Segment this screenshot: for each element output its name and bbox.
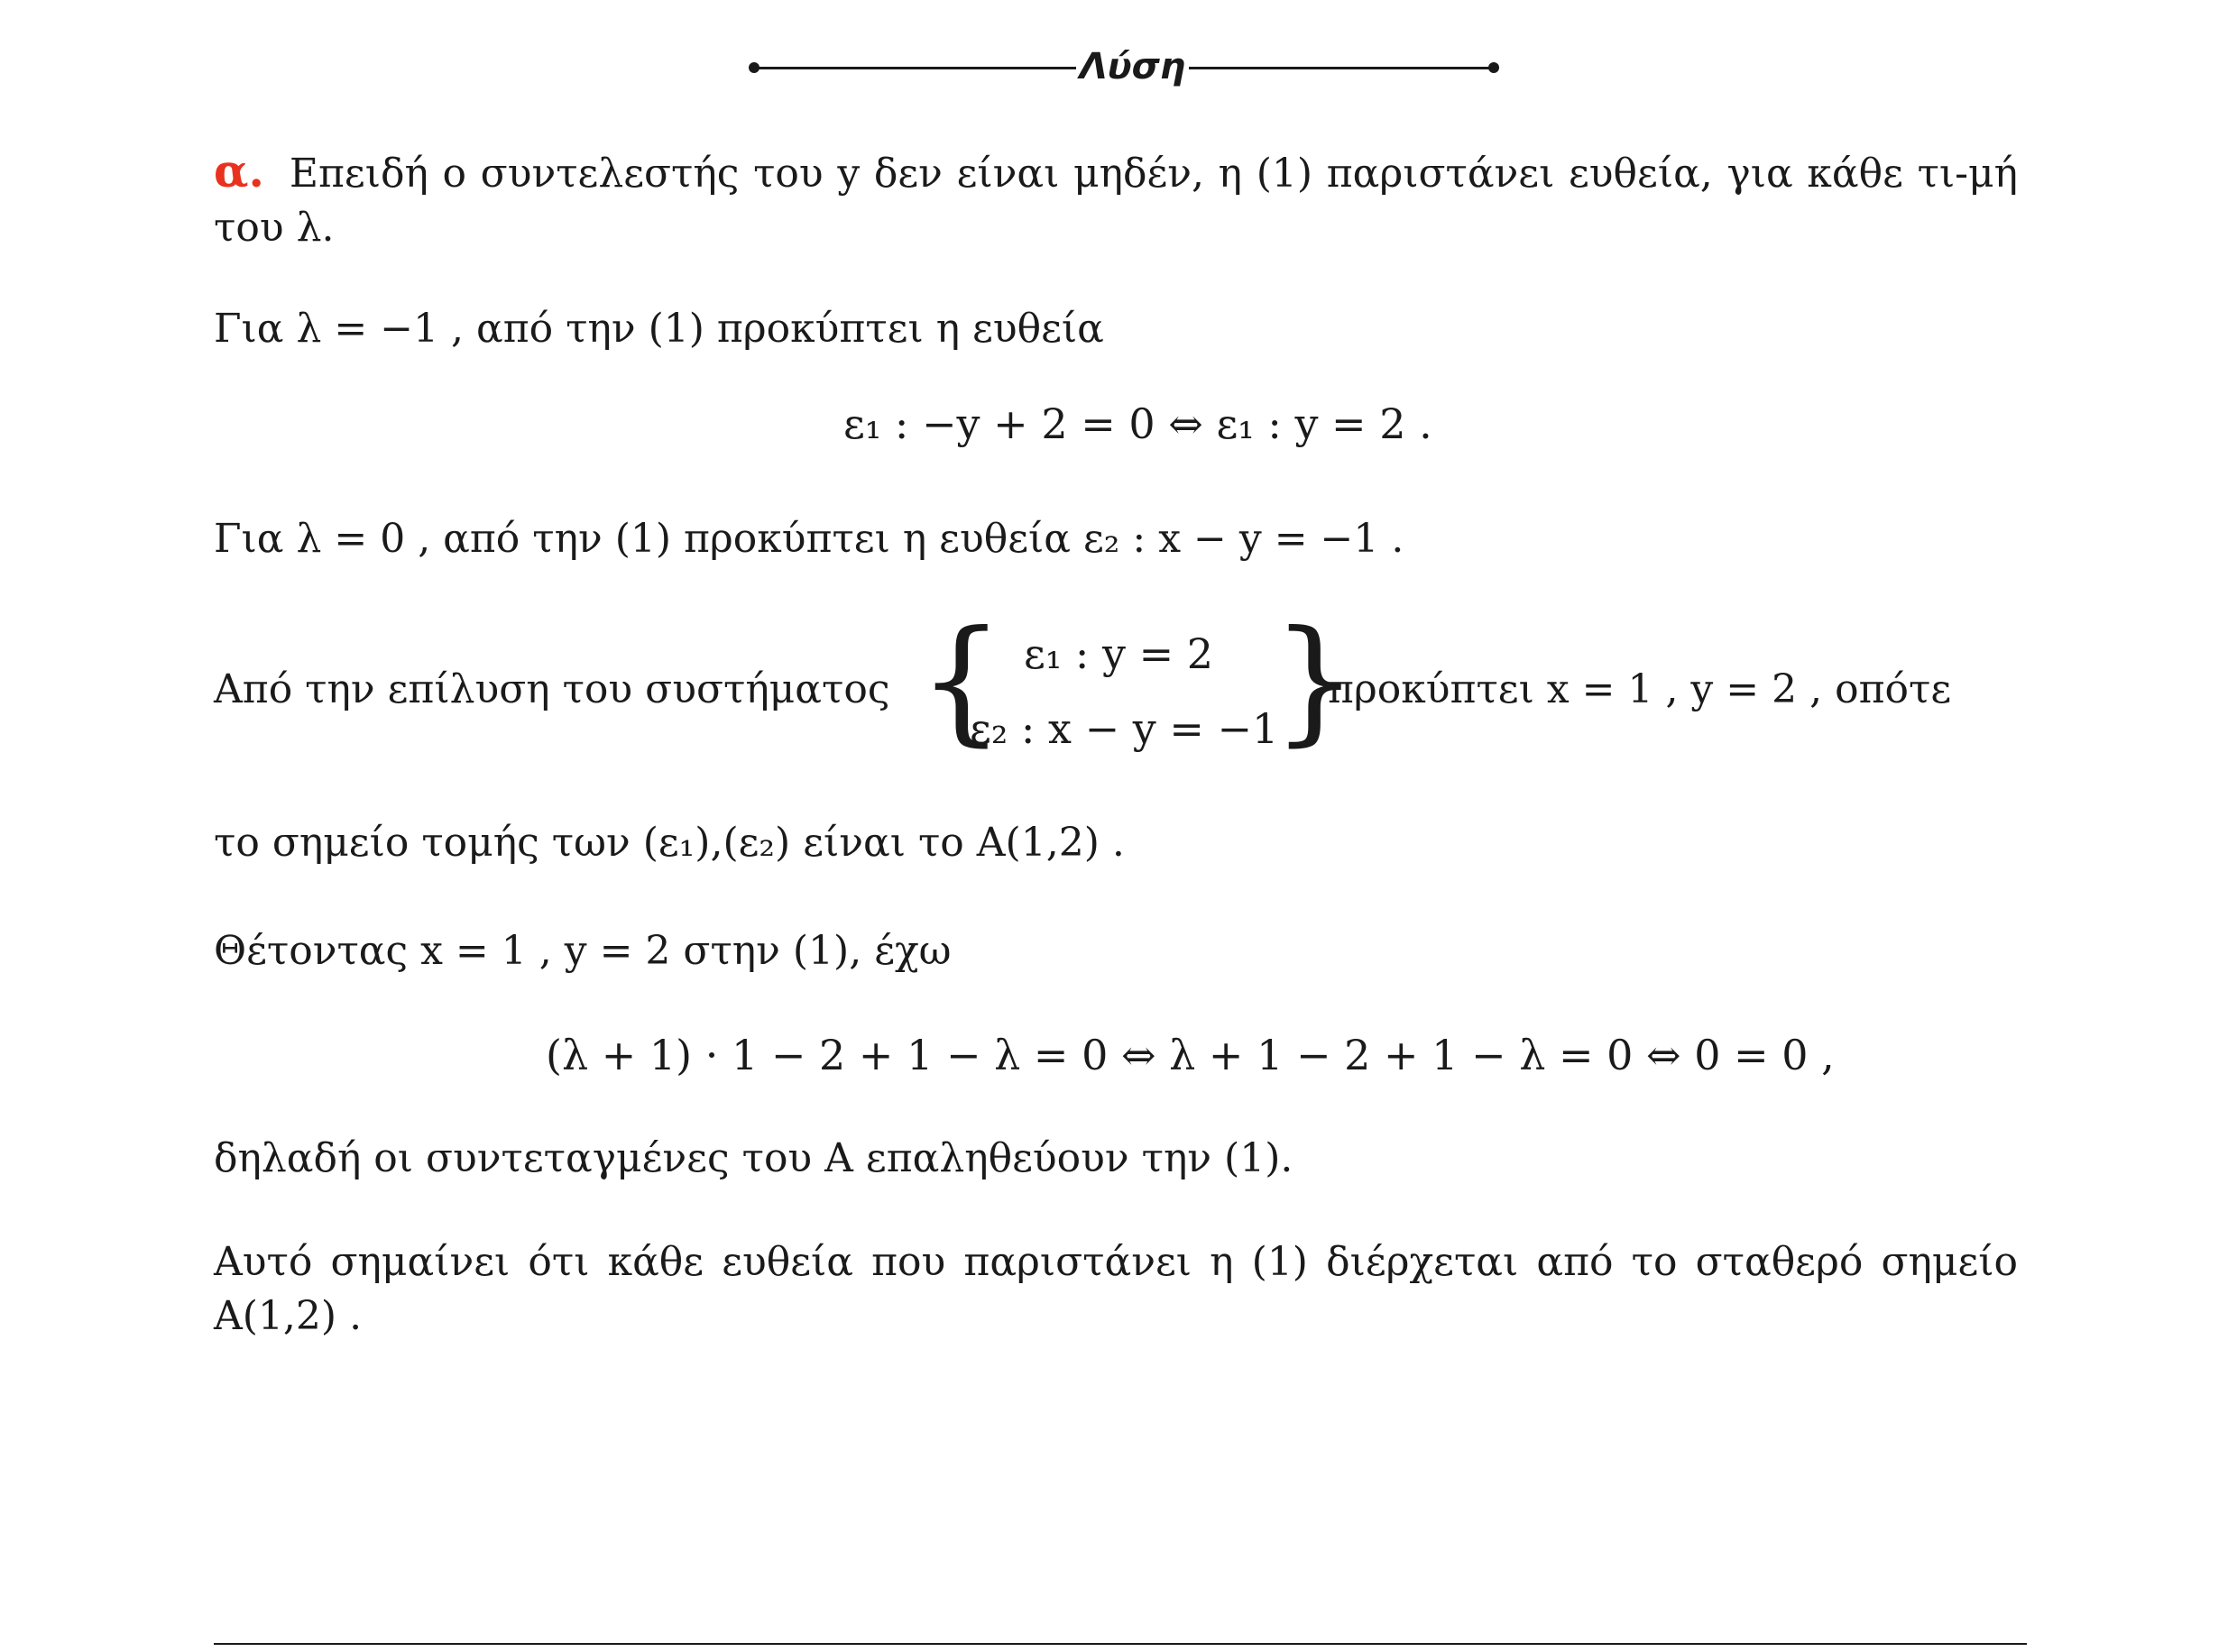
- verify-text: δηλαδή οι συντεταγμένες του Α επαληθεύουν την (1).: [214, 1135, 1293, 1181]
- substitution-text: Θέτοντας x = 1 , y = 2 στην (1), έχω: [214, 928, 952, 974]
- header-rule-right: [1189, 67, 1490, 69]
- intersection-text: το σημείο τομής των (ε₁),(ε₂) είναι το A(1,2) .: [214, 820, 1125, 866]
- footer-rule: [214, 1643, 2027, 1645]
- system-right-brace: }: [1272, 602, 1358, 759]
- part-a-label: α.: [214, 144, 264, 197]
- system-eq2: ε₂ : x − y = −1: [970, 704, 1279, 753]
- part-a-intro: Επειδή ο συντελεστής του y δεν είναι μηδέν, η (1) παριστάνει ευθεία, για κάθε τι-μή του λ.: [214, 151, 2018, 251]
- case1-text: Για λ = −1 , από την (1) προκύπτει η ευθεία: [214, 306, 1104, 352]
- system-result: προκύπτει x = 1 , y = 2 , οπότε: [1328, 666, 1952, 712]
- system-left-brace: {: [918, 602, 1005, 759]
- conclusion-text: Αυτό σημαίνει ότι κάθε ευθεία που παριστάνει η (1) διέρχεται από το σταθερό σημείο A(1,2) .: [214, 1239, 2018, 1339]
- system-intro: Από την επίλυση του συστήματος: [214, 666, 890, 712]
- header-title: Λύση: [1079, 46, 1186, 87]
- system-eq1: ε₁ : y = 2: [1024, 629, 1214, 678]
- case1-equation: ε₁ : −y + 2 = 0 ⇔ ε₁ : y = 2 .: [843, 399, 1432, 448]
- header-rule-left: [756, 67, 1076, 69]
- solution-header: [749, 40, 1497, 94]
- substitution-equation: (λ + 1) · 1 − 2 + 1 − λ = 0 ⇔ λ + 1 − 2 + 1 − λ = 0 ⇔ 0 = 0 ,: [546, 1031, 1835, 1079]
- part-a-paragraph: [214, 144, 2018, 255]
- case2-text: Για λ = 0 , από την (1) προκύπτει η ευθεία ε₂ : x − y = −1 .: [214, 516, 1404, 562]
- header-dot-right: [1488, 62, 1499, 73]
